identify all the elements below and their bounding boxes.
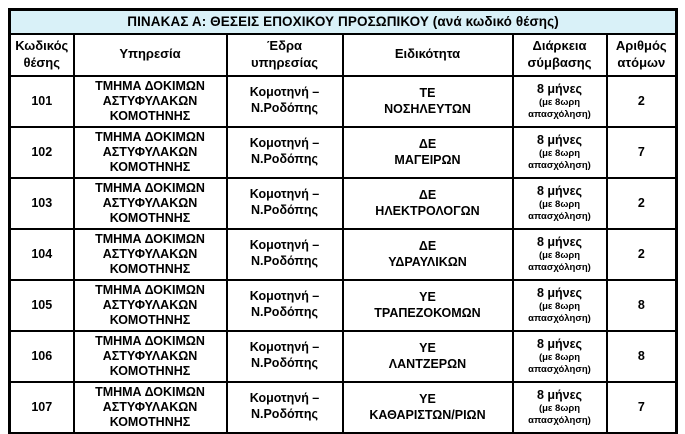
duration-note-line: (με 8ωρη	[538, 301, 581, 313]
cell-contract-duration	[513, 382, 607, 434]
cell-persons-count: 2	[607, 178, 677, 229]
seat-line: Κομοτηνή –	[249, 238, 320, 253]
duration-note-line: (με 8ωρη	[538, 403, 581, 415]
seat-line: Ν.Ροδόπης	[250, 152, 319, 166]
duration-note-line: απασχόληση)	[528, 312, 591, 324]
service-line: ΤΜΗΜΑ ΔΟΚΙΜΩΝ	[95, 333, 205, 348]
cell-service	[74, 127, 227, 178]
service-line: ΑΣΤΥΦΥΛΑΚΩΝ	[102, 348, 198, 363]
service-line: ΤΜΗΜΑ ΔΟΚΙΜΩΝ	[95, 78, 205, 93]
cell-contract-duration	[513, 229, 607, 280]
service-line: ΑΣΤΥΦΥΛΑΚΩΝ	[102, 297, 198, 312]
cell-seat	[227, 382, 343, 434]
service-line: ΤΜΗΜΑ ΔΟΚΙΜΩΝ	[95, 282, 205, 297]
specialty-grade: ΥΕ	[419, 391, 436, 406]
cell-specialty	[343, 178, 513, 229]
table-row	[10, 229, 677, 280]
duration-main: 8 μήνες	[536, 184, 583, 199]
cell-specialty	[343, 76, 513, 127]
duration-note-line: (με 8ωρη	[538, 250, 581, 262]
specialty-grade: ΔΕ	[418, 238, 437, 253]
header-line: θέσης	[23, 54, 60, 70]
duration-main: 8 μήνες	[536, 337, 583, 352]
cell-specialty	[343, 127, 513, 178]
service-line: ΚΟΜΟΤΗΝΗΣ	[109, 159, 191, 174]
specialty-name: ΚΑΘΑΡΙΣΤΩΝ/ΡΙΩΝ	[369, 408, 486, 422]
cell-service	[74, 229, 227, 280]
header-line: Έδρα	[266, 38, 302, 54]
seat-line: Κομοτηνή –	[249, 85, 320, 100]
service-line: ΤΜΗΜΑ ΔΟΚΙΜΩΝ	[95, 231, 205, 246]
seat-line: Κομοτηνή –	[249, 136, 320, 151]
cell-persons-count: 8	[607, 280, 677, 331]
header-line: Κωδικός	[15, 38, 69, 54]
header-line: σύμβασης	[527, 54, 592, 70]
cell-seat	[227, 280, 343, 331]
service-line: ΤΜΗΜΑ ΔΟΚΙΜΩΝ	[95, 180, 205, 195]
cell-specialty	[343, 280, 513, 331]
service-line: ΚΟΜΟΤΗΝΗΣ	[109, 363, 191, 378]
duration-note-line: απασχόληση)	[528, 210, 591, 222]
cell-position-code: 106	[10, 331, 74, 382]
header-line: Αριθμός	[615, 38, 667, 54]
duration-main: 8 μήνες	[536, 82, 583, 97]
table-row	[10, 280, 677, 331]
specialty-name: ΥΔΡΑΥΛΙΚΩΝ	[388, 255, 467, 269]
cell-contract-duration	[513, 280, 607, 331]
service-line: ΚΟΜΟΤΗΝΗΣ	[109, 312, 191, 327]
cell-persons-count: 2	[607, 76, 677, 127]
duration-note-line: απασχόληση)	[528, 363, 591, 375]
service-line: ΑΣΤΥΦΥΛΑΚΩΝ	[102, 195, 198, 210]
cell-specialty	[343, 331, 513, 382]
duration-main: 8 μήνες	[536, 388, 583, 403]
specialty-grade: ΔΕ	[418, 136, 437, 151]
service-line: ΚΟΜΟΤΗΝΗΣ	[109, 108, 191, 123]
duration-note-line: (με 8ωρη	[538, 148, 581, 160]
cell-position-code: 104	[10, 229, 74, 280]
seasonal-positions-table	[8, 8, 678, 434]
cell-contract-duration	[513, 76, 607, 127]
specialty-grade: ΔΕ	[418, 187, 437, 202]
specialty-name: ΝΟΣΗΛΕΥΤΩΝ	[384, 102, 471, 116]
cell-seat	[227, 331, 343, 382]
cell-position-code: 105	[10, 280, 74, 331]
cell-service	[74, 76, 227, 127]
cell-persons-count: 2	[607, 229, 677, 280]
duration-note-line: απασχόληση)	[528, 108, 591, 120]
cell-persons-count: 7	[607, 127, 677, 178]
cell-service	[74, 280, 227, 331]
service-line: ΑΣΤΥΦΥΛΑΚΩΝ	[102, 144, 198, 159]
seat-line: Κομοτηνή –	[249, 391, 320, 406]
cell-seat	[227, 178, 343, 229]
service-line: ΑΣΤΥΦΥΛΑΚΩΝ	[102, 93, 198, 108]
specialty-name: ΜΑΓΕΙΡΩΝ	[394, 153, 461, 167]
duration-note-line: απασχόληση)	[528, 159, 591, 171]
column-header-contract-duration	[513, 34, 607, 76]
cell-contract-duration	[513, 331, 607, 382]
column-header-position-code	[10, 34, 74, 76]
table-body	[10, 76, 677, 434]
cell-persons-count: 8	[607, 331, 677, 382]
duration-note-line: απασχόληση)	[528, 261, 591, 273]
cell-seat	[227, 127, 343, 178]
duration-note-line: (με 8ωρη	[538, 352, 581, 364]
cell-contract-duration	[513, 178, 607, 229]
header-line: ατόμων	[617, 54, 666, 70]
cell-seat	[227, 229, 343, 280]
cell-specialty	[343, 229, 513, 280]
duration-note-line: απασχόληση)	[528, 414, 591, 426]
table-row	[10, 331, 677, 382]
header-line: Ειδικότητα	[394, 46, 461, 62]
table-header-row	[10, 34, 677, 76]
seat-line: Κομοτηνή –	[249, 289, 320, 304]
service-line: ΑΣΤΥΦΥΛΑΚΩΝ	[102, 246, 198, 261]
header-line: υπηρεσίας	[251, 54, 318, 70]
seat-line: Κομοτηνή –	[249, 187, 320, 202]
table-title: ΠΙΝΑΚΑΣ Α: ΘΕΣΕΙΣ ΕΠΟΧΙΚΟΥ ΠΡΟΣΩΠΙΚΟΥ (ανά κωδικό θέσης)	[10, 10, 677, 34]
table-row	[10, 76, 677, 127]
column-header-persons-count	[607, 34, 677, 76]
table-row	[10, 382, 677, 434]
header-line: Διάρκεια	[532, 38, 587, 54]
cell-service	[74, 382, 227, 434]
column-header-service	[74, 34, 227, 76]
cell-position-code: 107	[10, 382, 74, 434]
table-title-row	[10, 10, 677, 34]
seat-line: Ν.Ροδόπης	[250, 407, 319, 421]
table-row	[10, 127, 677, 178]
service-line: ΚΟΜΟΤΗΝΗΣ	[109, 414, 191, 429]
specialty-grade: ΥΕ	[419, 340, 436, 355]
service-line: ΚΟΜΟΤΗΝΗΣ	[109, 210, 191, 225]
seat-line: Ν.Ροδόπης	[250, 356, 319, 370]
specialty-grade: ΥΕ	[419, 289, 436, 304]
header-line: Υπηρεσία	[119, 46, 181, 62]
cell-service	[74, 331, 227, 382]
column-header-seat	[227, 34, 343, 76]
seat-line: Ν.Ροδόπης	[250, 305, 319, 319]
duration-note-line: (με 8ωρη	[538, 97, 581, 109]
service-line: ΚΟΜΟΤΗΝΗΣ	[109, 261, 191, 276]
duration-main: 8 μήνες	[536, 133, 583, 148]
cell-position-code: 101	[10, 76, 74, 127]
duration-main: 8 μήνες	[536, 286, 583, 301]
service-line: ΤΜΗΜΑ ΔΟΚΙΜΩΝ	[95, 129, 205, 144]
seat-line: Ν.Ροδόπης	[250, 254, 319, 268]
table-row	[10, 178, 677, 229]
specialty-name: ΤΡΑΠΕΖΟΚΟΜΩΝ	[374, 306, 481, 320]
cell-persons-count: 7	[607, 382, 677, 434]
specialty-name: ΗΛΕΚΤΡΟΛΟΓΩΝ	[375, 204, 480, 218]
duration-note-line: (με 8ωρη	[538, 199, 581, 211]
service-line: ΤΜΗΜΑ ΔΟΚΙΜΩΝ	[95, 384, 205, 399]
column-header-specialty	[343, 34, 513, 76]
duration-main: 8 μήνες	[536, 235, 583, 250]
cell-position-code: 103	[10, 178, 74, 229]
cell-position-code: 102	[10, 127, 74, 178]
cell-specialty	[343, 382, 513, 434]
specialty-grade: ΤΕ	[419, 85, 436, 100]
cell-seat	[227, 76, 343, 127]
seat-line: Κομοτηνή –	[249, 340, 320, 355]
specialty-name: ΛΑΝΤΖΕΡΩΝ	[388, 357, 467, 371]
service-line: ΑΣΤΥΦΥΛΑΚΩΝ	[102, 399, 198, 414]
seat-line: Ν.Ροδόπης	[250, 203, 319, 217]
seat-line: Ν.Ροδόπης	[250, 101, 319, 115]
cell-contract-duration	[513, 127, 607, 178]
cell-service	[74, 178, 227, 229]
